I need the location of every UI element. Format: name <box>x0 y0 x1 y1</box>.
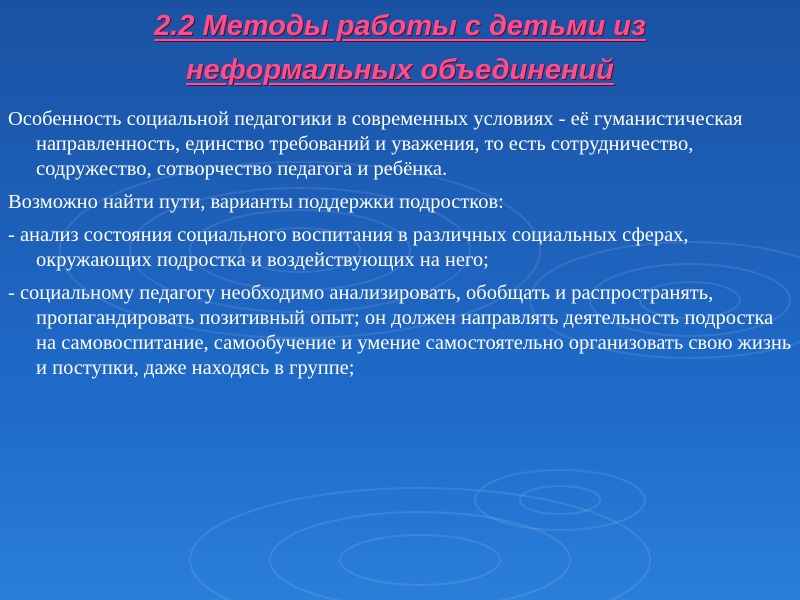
title-line-2: неформальных объединений <box>186 54 614 86</box>
title-line-1: 2.2 Методы работы с детьми из <box>154 10 646 42</box>
paragraph-item-analysis: - анализ состояния социального воспитания в различных социальных сферах, окружающих подростка и воздействующих на него; <box>8 224 689 271</box>
paragraph-intro: Особенность социальной педагогики в современных условиях - её гуманистическая направленность, единство требований и уважения, то есть сотрудничество, содружество, сотворчество педагога и ребёнка. <box>8 108 743 180</box>
paragraph-support-ways: Возможно найти пути, варианты поддержки подростков: <box>8 191 504 213</box>
slide-title <box>0 4 800 92</box>
slide-body <box>8 107 794 381</box>
paragraph-item-social-pedagogue: - социальному педагогу необходимо анализировать, обобщать и распространять, пропагандировать позитивный опыт; он должен направлять деятельность подростка на самовоспитание, самообучение и умение самостоятельно организовать свою жизнь и поступки, даже находясь в группе; <box>8 282 792 379</box>
